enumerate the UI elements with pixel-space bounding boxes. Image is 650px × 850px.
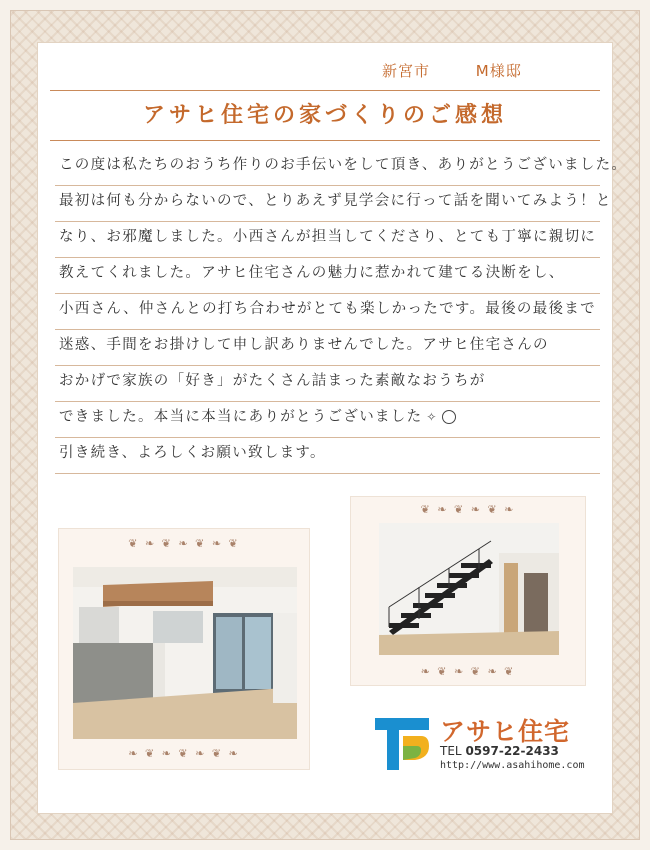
tel-label: TEL [440,744,462,758]
staircase-photo [379,523,559,655]
vine-ornament-top: ❦ ❧ ❦ ❧ ❦ ❧ ❦ [128,537,240,550]
kitchen-photo [73,567,297,739]
sparkle-icon: ✧ [426,410,438,424]
customer-name: M様邸 [475,62,522,80]
vine-ornament-bottom: ❧ ❦ ❧ ❦ ❧ ❦ ❧ [128,747,240,760]
vine-ornament-top: ❦ ❧ ❦ ❧ ❦ ❧ [420,503,516,516]
title-bottom-rule [50,140,600,141]
company-phone [440,744,559,758]
page-title: アサヒ住宅の家づくりのご感想 [142,103,507,128]
vine-ornament-bottom: ❧ ❦ ❧ ❦ ❧ ❦ [420,665,516,678]
asahi-logo-icon [375,718,429,770]
letter-line: なり、お邪魔しました。小西さんが担当してくださり、とても丁寧に親切に [55,222,600,258]
title-top-rule [50,90,600,91]
letter-line: 迷惑、手間をお掛けして申し訳ありませんでした。アサヒ住宅さんの [55,330,600,366]
letter-body [55,150,628,474]
letter-line: 最初は何も分からないので、とりあえず見学会に行って話を聞いてみよう！と [55,186,600,222]
letter-line: おかげで家族の「好き」がたくさん詰まった素敵なおうちが [55,366,600,402]
company-url[interactable]: http://www.asahihome.com [440,760,585,771]
customer-header [382,60,602,81]
letter-line: この度は私たちのおうち作りのお手伝いをして頂き、ありがとうございました。 [55,150,600,186]
photo-card-stairs [350,496,586,686]
smiley-icon [442,410,456,424]
photo-card-kitchen [58,528,310,770]
letter-line-text: できました。本当に本当にありがとうございました [59,409,423,425]
letter-line: 小西さん、仲さんとの打ち合わせがとても楽しかったです。最後の最後まで [55,294,600,330]
customer-city: 新宮市 [382,62,431,80]
letter-line-with-emoji [55,402,600,438]
letter-line: 引き続き、よろしくお願い致します。 [55,438,600,474]
company-name: アサヒ住宅 [440,717,571,746]
letter-line: 教えてくれました。アサヒ住宅さんの魅力に惹かれて建てる決断をし、 [55,258,600,294]
tel-number: 0597-22-2433 [465,744,559,758]
